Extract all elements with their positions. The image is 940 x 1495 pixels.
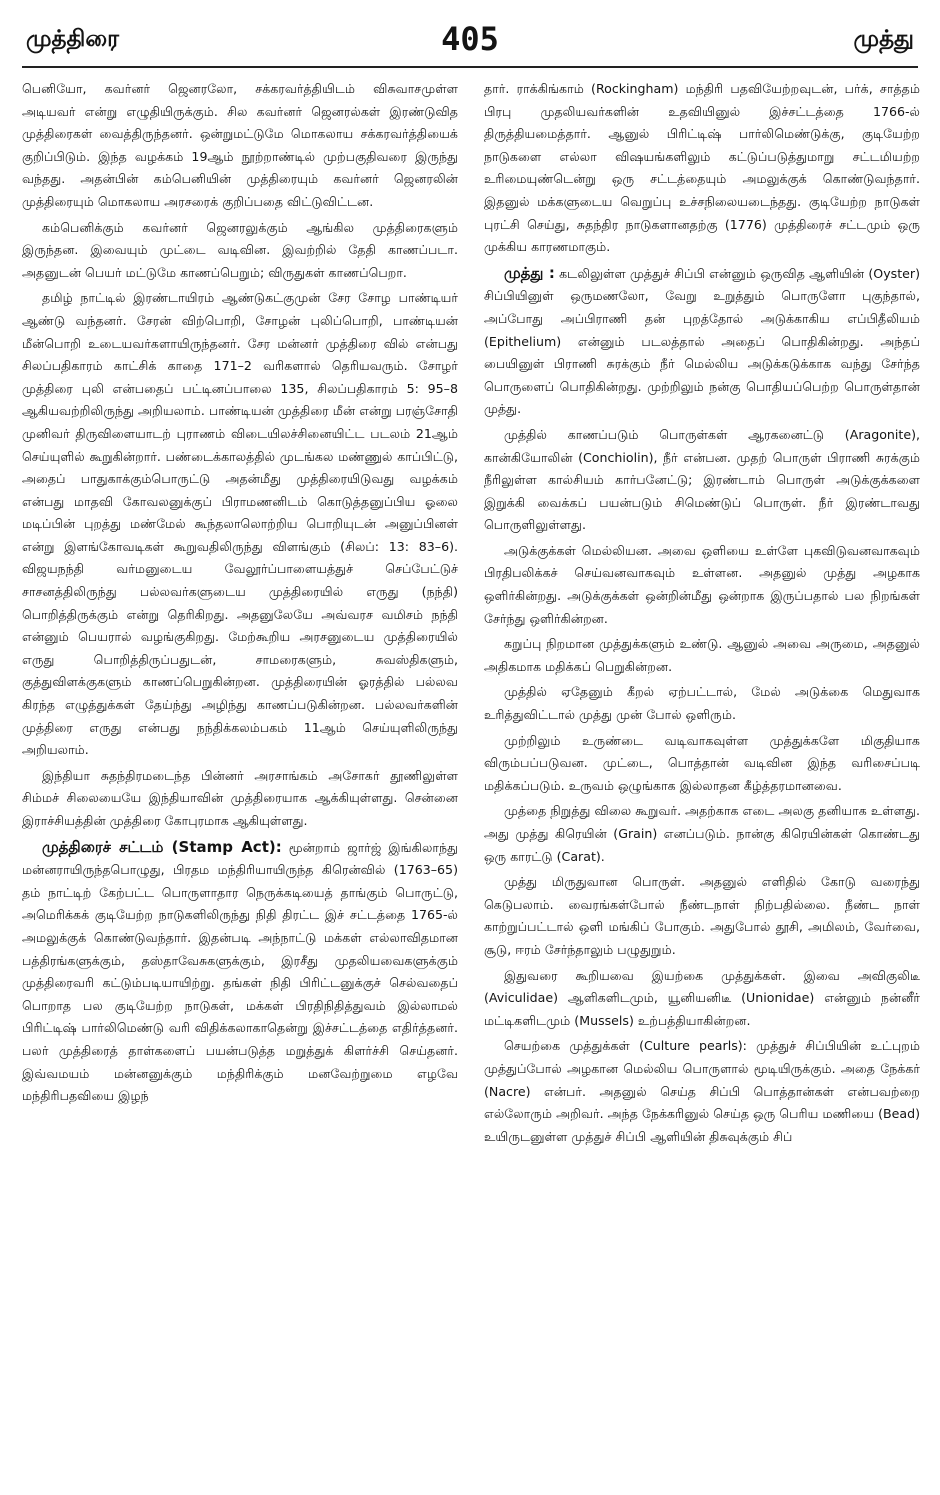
paragraph: கம்பெனிக்கும் கவர்னர் ஜெனரலுக்கும் ஆங்கில முத்திரைகளும் இருந்தன. இவையும் முட்டை வடிவின. இவற்றில் தேதி காணப்படா. அதனுடன் பெயர் மட்டுமே காணப்பெறும்; விருதுகள் காணப்பெறா.: [22, 219, 458, 280]
paragraph: செயற்கை முத்துக்கள் (Culture pearls): முத்துச் சிப்பியின் உட்புறம் முத்துப்போல் அழகான மெல்லிய பொருளால் மூடியிருக்கும். அதை நேக்கர் (Nacre) என்பர். அதனுல் செய்த சிப்பி பொத்தான்கள் என்பவற்றை எல்லோரும் அறிவர். அந்த நேக்கரினுல் செய்த ஒரு பெரிய மணியை (Bead) உயிருடனுள்ள முத்துச் சிப்பி ஆளியின் திசுவுக்கும் சிப்: [484, 1038, 920, 1144]
running-head-right: முத்து: [853, 26, 914, 52]
paragraph: அடுக்குக்கள் மெல்லியன. அவை ஒளியை உள்ளே புகவிடுவனவாகவும் பிரதிபலிக்கச் செய்வனவாகவும் உள்ளன. அதனுல் முத்து அழகாக ஒளிர்கின்றது. அடுக்குக்கள் ஒன்றின்மீது ஒன்றாக இருப்பதால் பல நிறங்கள் சேர்ந்து ஒளிர்கின்றன.: [484, 542, 920, 626]
entry-stamp-act: [22, 836, 458, 1108]
entry-pearl: [484, 262, 920, 421]
entry-heading: முத்திரைச் சட்டம் (Stamp Act):: [42, 837, 282, 856]
paragraph: முத்தில் காணப்படும் பொருள்கள் ஆரகனைட்டு (Aragonite), கான்கியோலின் (Conchiolin), நீர் என்பன. முதற் பொருள் பிராணி சுரக்கும் நீரிலுள்ள கால்சியம் கார்பனேட்டு; இரண்டாம் பொருள் அடுக்குக்களை இறுக்கி வைக்கப் பயன்படும் சிமெண்டுப் பொருள். நீர் இரண்டாவது பொருளிலுள்ளது.: [484, 426, 920, 533]
paragraph: பெனியோ, கவர்னர் ஜெனரலோ, சக்கரவர்த்தியிடம் விசுவாசமுள்ள அடியவர் என்று எழுதியிருக்கும். சில கவர்னர் ஜெனரல்கள் இரண்டுவித முத்திரைகள் வைத்திருந்தனர். ஒன்றுமட்டுமே மொகலாய சக்கரவர்த்தியைக் குறிப்பிடும். இந்த வழக்கம் 19ஆம் நூற்றாண்டில் முற்பகுதிவரை இருந்து வந்தது. அதன்பின் கம்பெனியின் முத்திரையும் கவர்னர் ஜெனரலின் முத்திரையும் மொகலாய அரசரைக் குறிப்பதை விட்டுவிட்டன.: [22, 81, 458, 209]
paragraph: கறுப்பு நிறமான முத்துக்களும் உண்டு. ஆனுல் அவை அருமை, அதனுல் அதிகமாக மதிக்கப் பெறுகின்றன.: [484, 636, 920, 674]
paragraph: இதுவரை கூறியவை இயற்கை முத்துக்கள். இவை அவிகுலிடீ (Aviculidae) ஆளிகளிடமும், யூனியனிடீ (Unionidae) என்னும் நன்னீர் மட்டிகளிடமும் (Mussels) உற்பத்தியாகின்றன.: [484, 967, 920, 1028]
paragraph: தமிழ் நாட்டில் இரண்டாயிரம் ஆண்டுகட்குமுன் சேர சோழ பாண்டியர் ஆண்டு வந்தனர். சேரன் விற்பொறி, சோழன் புலிப்பொறி, பாண்டியன் மீன்பொறி உடையவர்களாயிருந்தனர். சேர மன்னர் முத்திரை வில் என்பது சிலப்பதிகாரம் காட்சிக் காதை 171–2 வரிகளால் தெரியவரும். சோழர் முத்திரை புலி என்பதைப் பட்டினப்பாலை 135, சிலப்பதிகாரம் 5: 95–8 ஆகியவற்றிலிருந்து அறியலாம். பாண்டியன் முத்திரை மீன் என்று பரஞ்சோதி முனிவர் திருவிளையாடற் புராணம் விடையிலச்சினையிட்ட படலம் 21ஆம் செய்யுளில் கூறுகின்றார். பண்டைக்காலத்தில் முடங்கல மண்ணுல் காப்பிட்டு, அதைப் பாதுகாக்கும்பொருட்டு அதன்மீது முத்திரையிடுவது வழக்கம் என்பது மாதவி கோவலனுக்குப் பிராமணனிடம் கொடுத்தனுப்பிய ஓலை மடிப்பின் புறத்து மண்மேல் கூந்தலாலொற்றிய பொறியுடன் அனுப்பினள் என்று இளங்கோவடிகள் கூறுவதிலிருந்து விளங்கும் (சிலப்: 13: 83–6). விஜயநந்தி வர்மனுடைய வேலூர்ப்பாளையத்துச் செப்பேட்டுச் சாசனத்திலிருந்து பல்லவர்களுடைய முத்திரையில் எருது (நந்தி) பொறித்திருக்கும் என்று தெரிகிறது. அதனுலேயே அவ்வரச வமிசம் நந்தி என்னும் பெயரால் வழங்குகிறது. மேற்கூறிய அரசனுடைய முத்திரையில் எருது பொறித்திருப்பதுடன், சாமரைகளும், சுவஸ்திகளும், குத்துவிளக்குகளும் காணப்பெறுகின்றன. முத்திரையின் ஓரத்தில் பல்லவ கிரந்த எழுத்துக்கள் தேய்ந்து அழிந்து காணப்படுகின்றன. பல்லவர்களின் முத்திரை எருது என்பது நந்திக்கலம்பகம் 11ஆம் செய்யுளிலிருந்து அறியலாம்.: [22, 290, 458, 758]
entry-text: கடலிலுள்ள முத்துச் சிப்பி என்னும் ஒருவித ஆளியின் (Oyster) சிப்பியினுள் ஒருமணலோ, வேறு உறுத்தும் பொருளோ புகுந்தால், அப்போது அப்பிராணி தன் புறத்தோல் அடுக்காகிய எப்பிதீலியம் (Epithelium) என்னும் படலத்தால் அதைப் பொதிகின்றது. அந்தப் பையினுள் பிராணி சுரக்கும் நீர் மெல்லிய அடுக்கடுக்காக வந்து சேர்ந்த பொருளைப் பொதிகின்றது. முற்றிலும் நன்கு பொதியப்பெற்ற பொருள்தான் முத்து.: [484, 265, 920, 417]
page-number: 405: [441, 20, 499, 58]
page-header: [22, 18, 918, 66]
entry-heading: முத்து :: [504, 263, 555, 282]
paragraph: இந்தியா சுதந்திரமடைந்த பின்னர் அரசாங்கம் அசோகர் தூணிலுள்ள சிம்மச் சிலையையே இந்தியாவின் முத்திரையாக ஆக்கியுள்ளது. சென்னை இராச்சியத்தின் முத்திரை கோபுரமாக ஆகியுள்ளது.: [22, 767, 458, 828]
left-column: [22, 78, 458, 1478]
paragraph: தார். ராக்கிங்காம் (Rockingham) மந்திரி பதவியேற்றவுடன், பர்க், சாத்தம் பிரபு முதலியவர்களின் உதவியினுல் இச்சட்டத்தை 1766-ல் திருத்தியமைத்தார். ஆனுல் பிரிட்டிஷ் பார்லிமெண்டுக்கு, குடியேற்ற நாடுகளை எல்லா விஷயங்களிலும் கட்டுப்படுத்துமாறு சட்டமியற்ற உரிமையுண்டென்று ஒரு சட்டத்தையும் அமலுக்குக் கொண்டுவந்தார். இதனுல் மக்களுடைய வெறுப்பு உச்சநிலையடைந்தது. குடியேற்ற நாடுகள் புரட்சி செய்து, சுதந்திர நாடுகளானதற்கு (1776) முத்திரைச் சட்டமும் ஒரு முக்கிய காரணமாகும்.: [484, 81, 920, 255]
paragraph: முத்து மிருதுவான பொருள். அதனுல் எளிதில் கோடு வரைந்து கெடுபலாம். வைரங்கள்போல் நீண்டநாள் நிற்பதில்லை. நீண்ட நாள் காற்றுப்பட்டால் ஒளி மங்கிப் போகும். அதுபோல் தூசி, அமிலம், வேர்வை, சூடு, ஈரம் சேர்ந்தாலும் பழுதுறும்.: [484, 874, 920, 957]
paragraph: முத்தை நிறுத்து விலை கூறுவர். அதற்காக எடை அலகு தனியாக உள்ளது. அது முத்து கிரெயின் (Grain) எனப்படும். நான்கு கிரெயின்கள் கொண்டது ஒரு காரட்டு (Carat).: [484, 803, 920, 864]
paragraph: முற்றிலும் உருண்டை வடிவாகவுள்ள முத்துக்களே மிகுதியாக விரும்பப்படுவன. முட்டை, பொத்தான் வடிவின இந்த வரிசைப்படி மதிக்கப்படும். உருவம் ஒழுங்காக இல்லாதன கீழ்த்தரமானவை.: [484, 732, 920, 793]
running-head-left: முத்திரை: [26, 26, 120, 52]
right-column: [484, 78, 920, 1478]
header-rule: [22, 66, 918, 68]
paragraph: முத்தில் ஏதேனும் கீறல் ஏற்பட்டால், மேல் அடுக்கை மெதுவாக உரித்துவிட்டால் முத்து முன் போல் ஒளிரும்.: [484, 684, 920, 723]
entry-text: மூன்றாம் ஜார்ஜ் இங்கிலாந்து மன்னராயிருந்தபொழுது, பிரதம மந்திரியாயிருந்த கிரென்வில் (1763–65) தம் நாட்டிற் கேற்பட்ட பொருளாதார நெருக்கடியைத் தாங்கும் பொருட்டு, அமெரிக்கக் குடியேற்ற நாடுகளிலிருந்து நிதி திரட்ட இச் சட்டத்தை 1765-ல் அமலுக்குக் கொண்டுவந்தார். இதன்படி அந்நாட்டு மக்கள் எல்லாவிதமான பத்திரங்களுக்கும், தஸ்தாவேசுகளுக்கும், இரசீது முதலியவைகளுக்கும் முத்திரைவரி கட்டும்படியாயிற்று. தங்கள் நிதி பிரிட்டனுக்குச் செல்வதைப் பொறாத பல குடியேற்ற நாடுகள், மக்கள் பிரதிநிதித்துவம் இல்லாமல் பிரிட்டிஷ் பார்லிமெண்டு வரி விதிக்கலாகாதென்று இச்சட்டத்தை எதிர்த்தனர். பலர் முத்திரைத் தாள்களைப் பயன்படுத்த மறுத்துக் கிளர்ச்சி செய்தனர். இவ்வமயம் மன்னனுக்கும் மந்திரிக்கும் மனவேற்றுமை எழவே மந்திரிபதவியை இழந்: [22, 839, 458, 1104]
